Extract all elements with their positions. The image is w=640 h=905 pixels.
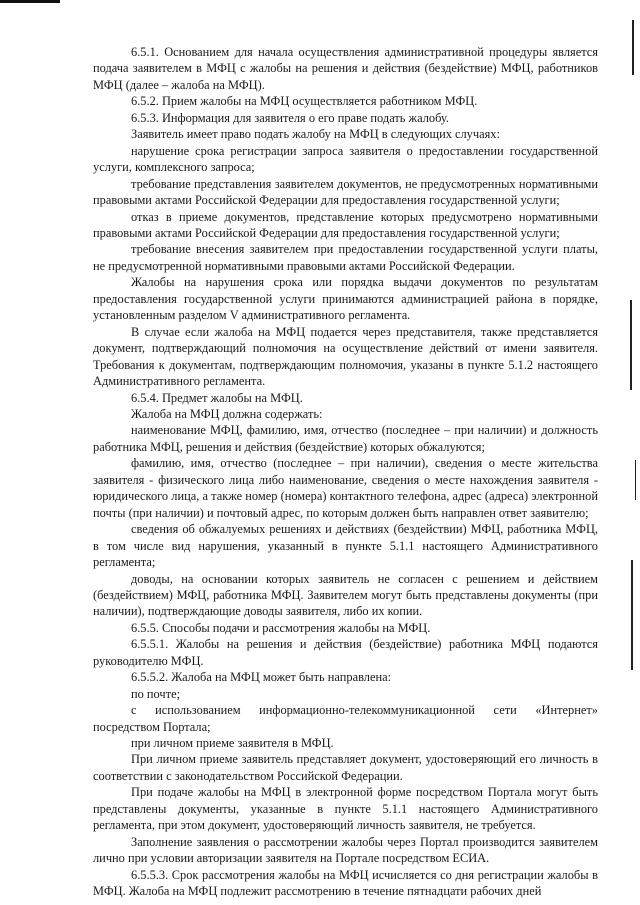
paragraph-6-5-5-3: 6.5.5.3. Срок рассмотрения жалобы на МФЦ исчисляется со дня регистрации жалобы в МФЦ. Жалоба на МФЦ подлежит рассмотрению в течение пятнадцати рабочих дней [93, 867, 598, 899]
paragraph: Заполнение заявления о рассмотрении жалобы через Портал производится заявителем лично при условии авторизации заявителя на Портале посредством ЕСИА. [93, 834, 598, 866]
list-item: требование представления заявителем документов, не предусмотренных нормативными правовыми актами Российской Федерации для предоставления государственной услуги; [93, 176, 598, 208]
scan-edge-mark [635, 460, 636, 500]
paragraph: В случае если жалоба на МФЦ подается через представителя, также представляется документ, подтверждающий полномочия на осуществление действий от имени заявителя. Требования к документам, подтверждающим полномочия, указаны в пункте 5.1.2 настоящего Административного регламента. [93, 324, 598, 389]
paragraph-6-5-4: 6.5.4. Предмет жалобы на МФЦ. [131, 390, 303, 405]
list-item: с использованием информационно-телекоммуникационной сети «Интернет» посредством Портала; [93, 703, 598, 734]
paragraph: При подаче жалобы на МФЦ в электронной форме посредством Портала могут быть представлены документы, указанные в пункте 5.1.1 настоящего Административного регламента, при этом документ, удостоверяющий личность заявителя, не требуется. [93, 785, 598, 833]
list-item: наименование МФЦ, фамилию, имя, отчество (последнее – при наличии) и должность работника МФЦ, решения и действия (бездействие) которых обжалуются; [93, 423, 598, 454]
paragraph: При личном приеме заявитель представляет документ, удостоверяющий его личность в соответствии с законодательством Российской Федерации. [93, 752, 598, 783]
list-item: нарушение срока регистрации запроса заявителя о предоставлении государственной услуги, комплексного запроса; [93, 143, 598, 175]
paragraph-6-5-5: 6.5.5. Способы подачи и рассмотрения жалобы на МФЦ. [131, 620, 431, 635]
list-item: фамилию, имя, отчество (последнее – при наличии), сведения о месте жительства заявителя - физического лица либо наименование, сведения о месте нахождения заявителя - юридического лица, а также номер (номера) контактного телефона, адрес (адреса) электронной почты (при наличии) и почтовый адрес, по которым должен быть направлен ответ заявителю; [93, 456, 598, 520]
paragraph-6-5-2: 6.5.2. Прием жалобы на МФЦ осуществляется работником МФЦ. [131, 94, 478, 109]
scan-edge-mark [631, 560, 633, 670]
paragraph: Жалоба на МФЦ должна содержать: [131, 406, 323, 421]
list-item: при личном приеме заявителя в МФЦ. [131, 736, 334, 751]
list-item: доводы, на основании которых заявитель не согласен с решением и действием (бездействием) МФЦ, работника МФЦ. Заявителем могут быть представлены документы (при наличии), подтверждающие доводы заявителя, либо их копии. [93, 571, 598, 619]
paragraph: Заявитель имеет право подать жалобу на МФЦ в следующих случаях: [131, 127, 500, 142]
list-item: по почте; [131, 686, 181, 701]
paragraph-6-5-3: 6.5.3. Информация для заявителя о его праве подать жалобу. [131, 110, 449, 125]
list-item: отказ в приеме документов, представление которых предусмотрено нормативными правовыми актами Российской Федерации для предоставления государственной услуги; [93, 209, 598, 240]
paragraph-6-5-5-2: 6.5.5.2. Жалоба на МФЦ может быть направлена: [131, 670, 392, 685]
scan-top-mark [0, 0, 60, 3]
list-item: сведения об обжалуемых решениях и действиях (бездействии) МФЦ, работника МФЦ, в том числе вид нарушения, указанный в пункте 5.1.1 настоящего Административного регламента; [93, 522, 598, 570]
paragraph-6-5-5-1: 6.5.5.1. Жалобы на решения и действия (бездействие) работника МФЦ подаются руководителю МФЦ. [93, 637, 598, 668]
document-body [93, 44, 598, 900]
list-item: требование внесения заявителем при предоставлении государственной услуги платы, не предусмотренной нормативными правовыми актами Российской Федерации. [93, 242, 598, 273]
scan-edge-mark [632, 20, 634, 75]
paragraph: Жалобы на нарушения срока или порядка выдачи документов по результатам предоставления государственной услуги принимаются администрацией района в порядке, установленным разделом V административного регламента. [93, 275, 598, 323]
paragraph-6-5-1: 6.5.1. Основанием для начала осуществления административной процедуры является подача заявителем в МФЦ с жалобы на решения и действия (бездействие) МФЦ, работников МФЦ (далее – жалоба на МФЦ). [93, 45, 598, 92]
scan-edge-mark [630, 300, 632, 390]
